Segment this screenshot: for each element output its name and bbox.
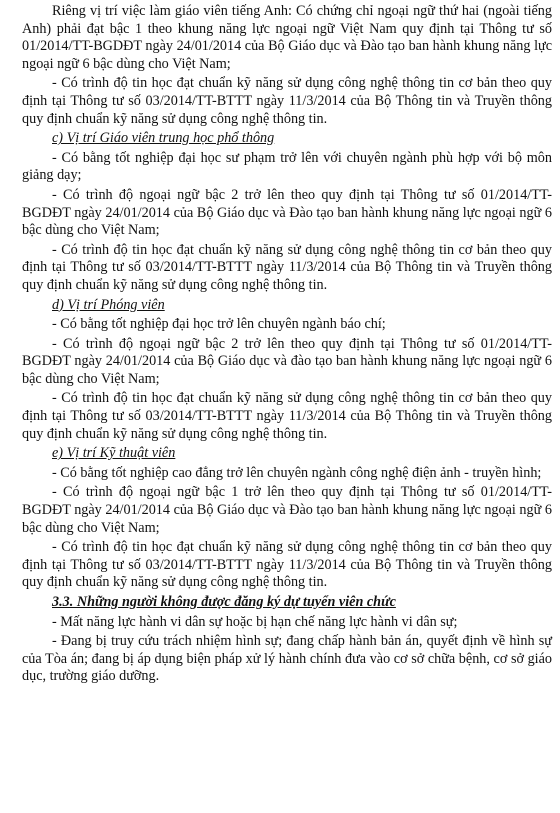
paragraph-language-requirement: - Có trình độ ngoại ngữ bậc 2 trở lên theo quy định tại Thông tư số 01/2014/TT-BGDĐT ngày 24/01/2014 của Bộ Giáo dục và đào tạo ban hành khung năng lực ngoại ngữ 6 bậc dùng cho Việt Nam; — [22, 335, 552, 387]
paragraph-civil-capacity: - Mất năng lực hành vi dân sự hoặc bị hạn chế năng lực hành vi dân sự; — [52, 613, 458, 630]
paragraph-it-requirement: - Có trình độ tin học đạt chuẩn kỹ năng sử dụng công nghệ thông tin cơ bản theo quy định tại Thông tư số 03/2014/TT-BTTT ngày 11/3/2014 của Bộ Thông tin và Truyền thông quy định chuẩn kỹ năng sử dụng công nghệ thông tin. — [22, 390, 552, 442]
heading-ineligible-applicants: 3.3. Những người không được đăng ký dự tuyển viên chức — [52, 594, 396, 610]
paragraph-it-requirement: - Có trình độ tin học đạt chuẩn kỹ năng sử dụng công nghệ thông tin cơ bản theo quy định tại Thông tư số 03/2014/TT-BTTT ngày 11/3/2014 của Bộ Thông tin và Truyền thông quy định chuẩn kỹ năng sử dụng công nghệ thông tin. — [22, 75, 552, 127]
heading-high-school-teacher: c) Vị trí Giáo viên trung học phổ thông — [52, 130, 275, 147]
paragraph-degree-requirement: - Có bằng tốt nghiệp đại học trở lên chuyên ngành báo chí; — [52, 316, 386, 333]
paragraph-english-teacher-second-language: Riêng vị trí việc làm giáo viên tiếng Anh: Có chứng chỉ ngoại ngữ thứ hai (ngoài tiếng Anh) phải đạt bậc 1 theo khung năng lực ngoại ngữ Việt Nam quy định tại Thông tư số 01/2014/TT-BGDĐT ngày 24/01/2014 của Bộ Giáo dục và Đào tạo ban hành khung năng lực ngoại ngữ 6 bậc dùng cho Việt Nam; — [22, 3, 552, 72]
paragraph-it-requirement: - Có trình độ tin học đạt chuẩn kỹ năng sử dụng công nghệ thông tin cơ bản theo quy định tại Thông tư số 03/2014/TT-BTTT ngày 11/3/2014 của Bộ Thông tin và Truyền thông quy định chuẩn kỹ năng sử dụng công nghệ thông tin. — [22, 241, 552, 293]
heading-technician: e) Vị trí Kỹ thuật viên — [52, 445, 176, 462]
paragraph-criminal-liability: - Đang bị truy cứu trách nhiệm hình sự; đang chấp hành bản án, quyết định về hình sự của Tòa án; đang bị áp dụng biện pháp xử lý hành chính đưa vào cơ sở chữa bệnh, cơ sở giáo dục, trường giáo dưỡng. — [22, 633, 552, 685]
paragraph-degree-requirement: - Có bằng tốt nghiệp cao đẳng trở lên chuyên ngành công nghệ điện ảnh - truyền hình; — [52, 464, 542, 481]
paragraph-language-requirement: - Có trình độ ngoại ngữ bậc 1 trở lên theo quy định tại Thông tư số 01/2014/TT-BGDĐT ngày 24/01/2014 của Bộ Giáo dục và Đào tạo ban hành khung năng lực ngoại ngữ 6 bậc dùng cho Việt Nam; — [22, 484, 552, 536]
paragraph-language-requirement: - Có trình độ ngoại ngữ bậc 2 trở lên theo quy định tại Thông tư số 01/2014/TT-BGDĐT ngày 24/01/2014 của Bộ Giáo dục và Đào tạo ban hành khung năng lực ngoại ngữ 6 bậc dùng cho Việt Nam; — [22, 186, 552, 239]
heading-reporter: d) Vị trí Phóng viên — [52, 296, 165, 313]
paragraph-degree-requirement: - Có bằng tốt nghiệp đại học sư phạm trở lên với chuyên ngành phù hợp với bộ môn giảng dạy; — [22, 149, 552, 184]
paragraph-it-requirement: - Có trình độ tin học đạt chuẩn kỹ năng sử dụng công nghệ thông tin cơ bản theo quy định tại Thông tư số 03/2014/TT-BTTT ngày 11/3/2014 của Bộ Thông tin và Truyền thông quy định chuẩn kỹ năng sử dụng công nghệ thông tin. — [22, 539, 552, 591]
